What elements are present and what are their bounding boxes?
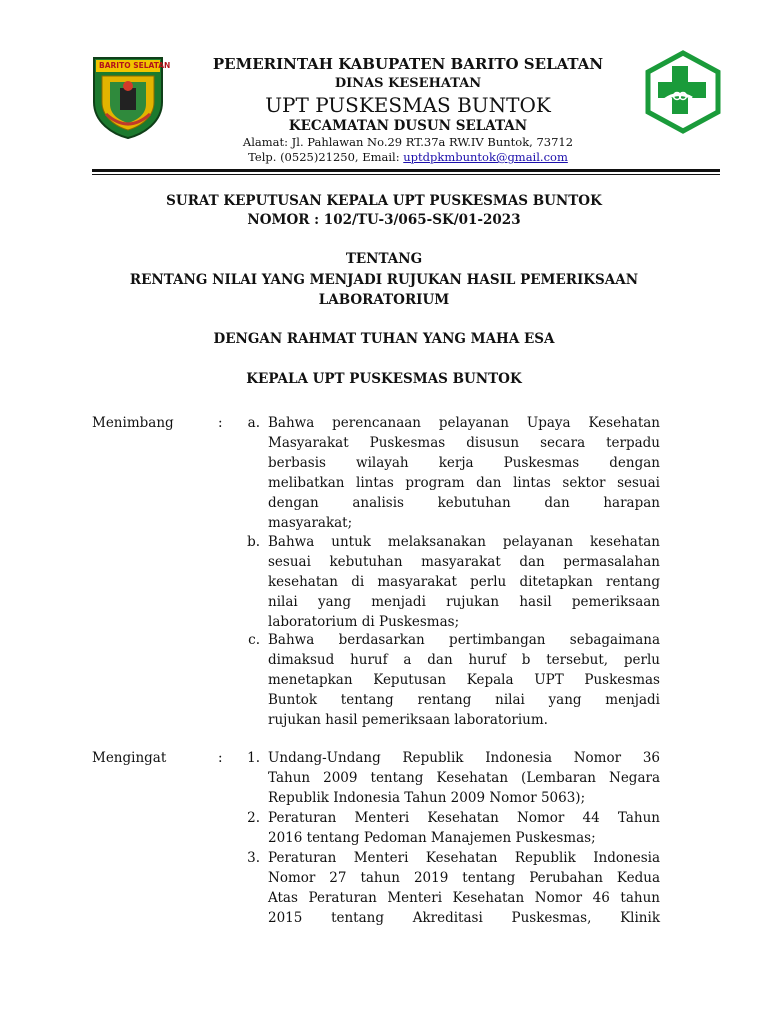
- clause-line: melibatkan lintas program dan lintas sektor sesuai: [268, 475, 660, 491]
- header-department: DINAS KESEHATAN: [334, 76, 482, 91]
- reference-line: Republik Indonesia Tahun 2009 Nomor 5063);: [268, 790, 586, 806]
- header-government: PEMERINTAH KABUPATEN BARITO SELATAN: [212, 55, 604, 73]
- mengingat-label: Mengingat: [92, 750, 167, 766]
- header-institution: UPT PUSKESMAS BUNTOK: [265, 93, 551, 117]
- clause-line: Bahwa perencanaan pelayanan Upaya Kesehatan: [268, 415, 660, 431]
- reference-line: 2016 tentang Pedoman Manajemen Puskesmas;: [268, 830, 596, 846]
- clause-line: dengan analisis kebutuhan dan harapan: [268, 495, 660, 511]
- header-phone: Telp. (0525)21250, Email:: [248, 150, 404, 164]
- decree-title: SURAT KEPUTUSAN KEPALA UPT PUSKESMAS BUNTOK: [166, 193, 602, 209]
- decree-number: NOMOR : 102/TU-3/065-SK/01-2023: [247, 212, 521, 228]
- reference-line: Undang-Undang Republik Indonesia Nomor 36: [268, 750, 660, 766]
- clause-marker: b.: [247, 534, 260, 550]
- reference-line: 2015 tentang Akreditasi Puskesmas, Klinik: [268, 910, 660, 926]
- subject-line-1: RENTANG NILAI YANG MENJADI RUJUKAN HASIL PEMERIKSAAN: [129, 272, 639, 288]
- clause-line: Buntok tentang rentang nilai yang menjadi: [268, 692, 660, 708]
- invocation: DENGAN RAHMAT TUHAN YANG MAHA ESA: [213, 331, 555, 347]
- menimbang-label: Menimbang: [92, 415, 174, 431]
- logo-label: BARITO SELATAN: [99, 61, 171, 70]
- clause-line: dimaksud huruf a dan huruf b tersebut, perlu: [268, 652, 660, 668]
- reference-marker: 1.: [247, 750, 260, 766]
- clause-marker: a.: [247, 415, 260, 431]
- clause-line: berbasis wilayah kerja Puskesmas dengan: [268, 455, 660, 471]
- reference-line: Peraturan Menteri Kesehatan Republik Indonesia: [268, 850, 660, 866]
- header-contact: [24, 150, 768, 165]
- reference-marker: 3.: [247, 850, 260, 866]
- issuer: KEPALA UPT PUSKESMAS BUNTOK: [246, 371, 522, 387]
- clause-line: nilai yang menjadi rujukan hasil pemeriksaan: [268, 594, 660, 610]
- header-district: KECAMATAN DUSUN SELATAN: [288, 118, 528, 134]
- reference-line: Atas Peraturan Menteri Kesehatan Nomor 46 tahun: [268, 890, 660, 906]
- clause-line: Masyarakat Puskesmas disusun secara terpadu: [268, 435, 660, 451]
- reference-marker: 2.: [247, 810, 260, 826]
- clause-line: laboratorium di Puskesmas;: [268, 614, 460, 630]
- clause-line: kesehatan di masyarakat perlu ditetapkan rentang: [268, 574, 660, 590]
- tentang-heading: TENTANG: [345, 251, 423, 267]
- header-address: Alamat: Jl. Pahlawan No.29 RT.37a RW.IV Buntok, 73712: [242, 135, 574, 149]
- header-rule: [92, 169, 720, 175]
- reference-line: Peraturan Menteri Kesehatan Nomor 44 Tahun: [268, 810, 660, 826]
- clause-line: menetapkan Keputusan Kepala UPT Puskesmas: [268, 672, 660, 688]
- reference-line: Tahun 2009 tentang Kesehatan (Lembaran Negara: [268, 770, 660, 786]
- clause-line: masyarakat;: [268, 515, 353, 531]
- clause-line: Bahwa berdasarkan pertimbangan sebagaimana: [268, 632, 660, 648]
- email-link[interactable]: uptdpkmbuntok@gmail.com: [403, 150, 568, 164]
- mengingat-colon: :: [218, 750, 223, 766]
- clause-line: rujukan hasil pemeriksaan laboratorium.: [268, 712, 548, 728]
- clause-line: Bahwa untuk melaksanakan pelayanan kesehatan: [268, 534, 660, 550]
- clause-line: sesuai kebutuhan masyarakat dan permasalahan: [268, 554, 660, 570]
- reference-line: Nomor 27 tahun 2019 tentang Perubahan Kedua: [268, 870, 660, 886]
- subject-line-2: LABORATORIUM: [318, 292, 450, 308]
- clause-marker: c.: [248, 632, 260, 648]
- menimbang-colon: :: [218, 415, 223, 431]
